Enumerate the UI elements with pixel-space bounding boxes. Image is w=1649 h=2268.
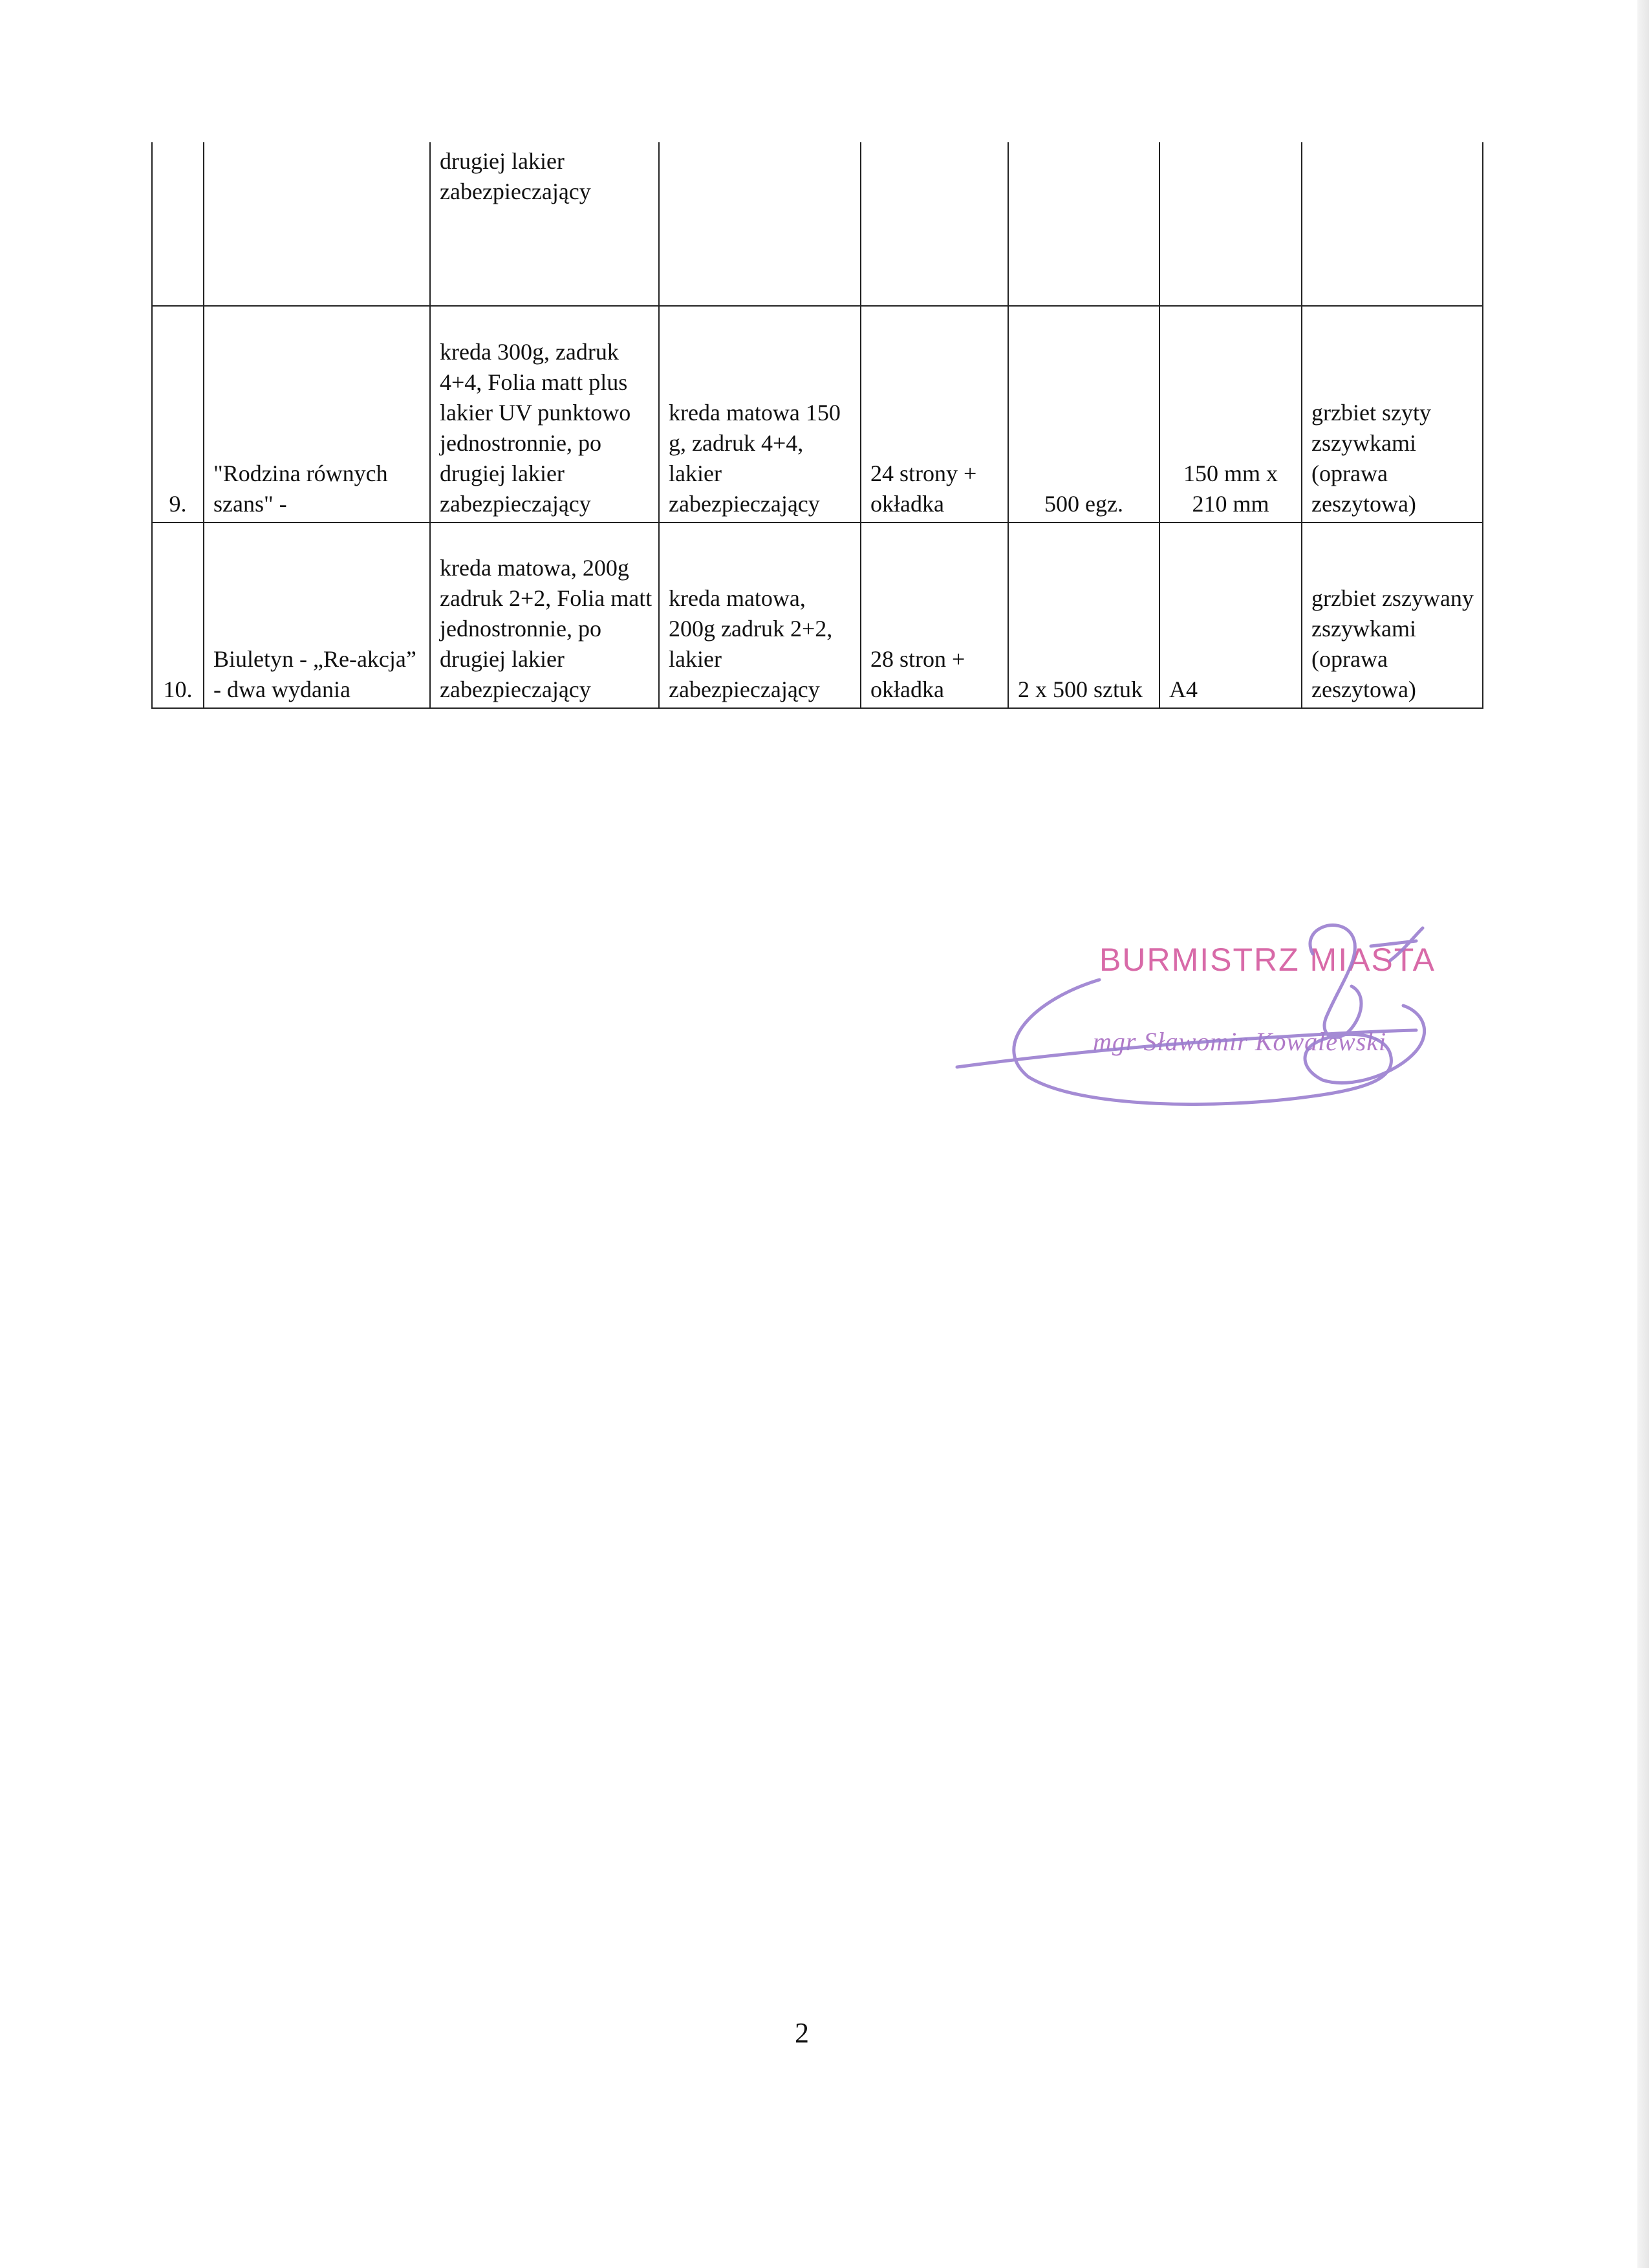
cell-quantity: 500 egz. bbox=[1008, 306, 1159, 523]
cell-binding: grzbiet szyty zszywkami (oprawa zeszytowa) bbox=[1302, 306, 1483, 523]
handwritten-signature bbox=[951, 915, 1481, 1122]
cell-num: 10. bbox=[152, 523, 204, 708]
table-row-continuation bbox=[152, 142, 1483, 306]
order-table bbox=[151, 142, 1483, 709]
stamp-title: BURMISTRZ MIASTA bbox=[1099, 942, 1436, 978]
cell-num bbox=[152, 142, 204, 306]
cell-inside: kreda matowa 150 g, zadruk 4+4, lakier zabezpieczający bbox=[659, 306, 861, 523]
signature-stamp bbox=[951, 915, 1481, 1122]
cell-title: Biuletyn - „Re-akcja” - dwa wydania bbox=[204, 523, 430, 708]
cell-pages: 24 strony + okładka bbox=[861, 306, 1008, 523]
cell-cover: drugiej lakier zabezpieczający bbox=[430, 142, 659, 306]
cell-title bbox=[204, 142, 430, 306]
table-row bbox=[152, 306, 1483, 523]
cell-format: A4 bbox=[1159, 523, 1302, 708]
scan-page-edge bbox=[1637, 0, 1649, 2268]
cell-pages: 28 stron + okładka bbox=[861, 523, 1008, 708]
cell-binding bbox=[1302, 142, 1483, 306]
table-row bbox=[152, 523, 1483, 708]
cell-binding: grzbiet zszywany zszywkami (oprawa zeszytowa) bbox=[1302, 523, 1483, 708]
cell-inside bbox=[659, 142, 861, 306]
cell-title: "Rodzina równych szans" - bbox=[204, 306, 430, 523]
page-number: 2 bbox=[795, 2017, 809, 2049]
cell-pages bbox=[861, 142, 1008, 306]
cell-format: 150 mm x 210 mm bbox=[1159, 306, 1302, 523]
cell-num: 9. bbox=[152, 306, 204, 523]
cell-cover: kreda matowa, 200g zadruk 2+2, Folia matt jednostronnie, po drugiej lakier zabezpieczający bbox=[430, 523, 659, 708]
cell-format bbox=[1159, 142, 1302, 306]
cell-cover: kreda 300g, zadruk 4+4, Folia matt plus lakier UV punktowo jednostronnie, po drugiej lakier zabezpieczający bbox=[430, 306, 659, 523]
cell-inside: kreda matowa, 200g zadruk 2+2, lakier zabezpieczający bbox=[659, 523, 861, 708]
cell-quantity bbox=[1008, 142, 1159, 306]
stamp-name: mgr Sławomir Kowalewski bbox=[1093, 1027, 1387, 1056]
cell-quantity: 2 x 500 sztuk bbox=[1008, 523, 1159, 708]
